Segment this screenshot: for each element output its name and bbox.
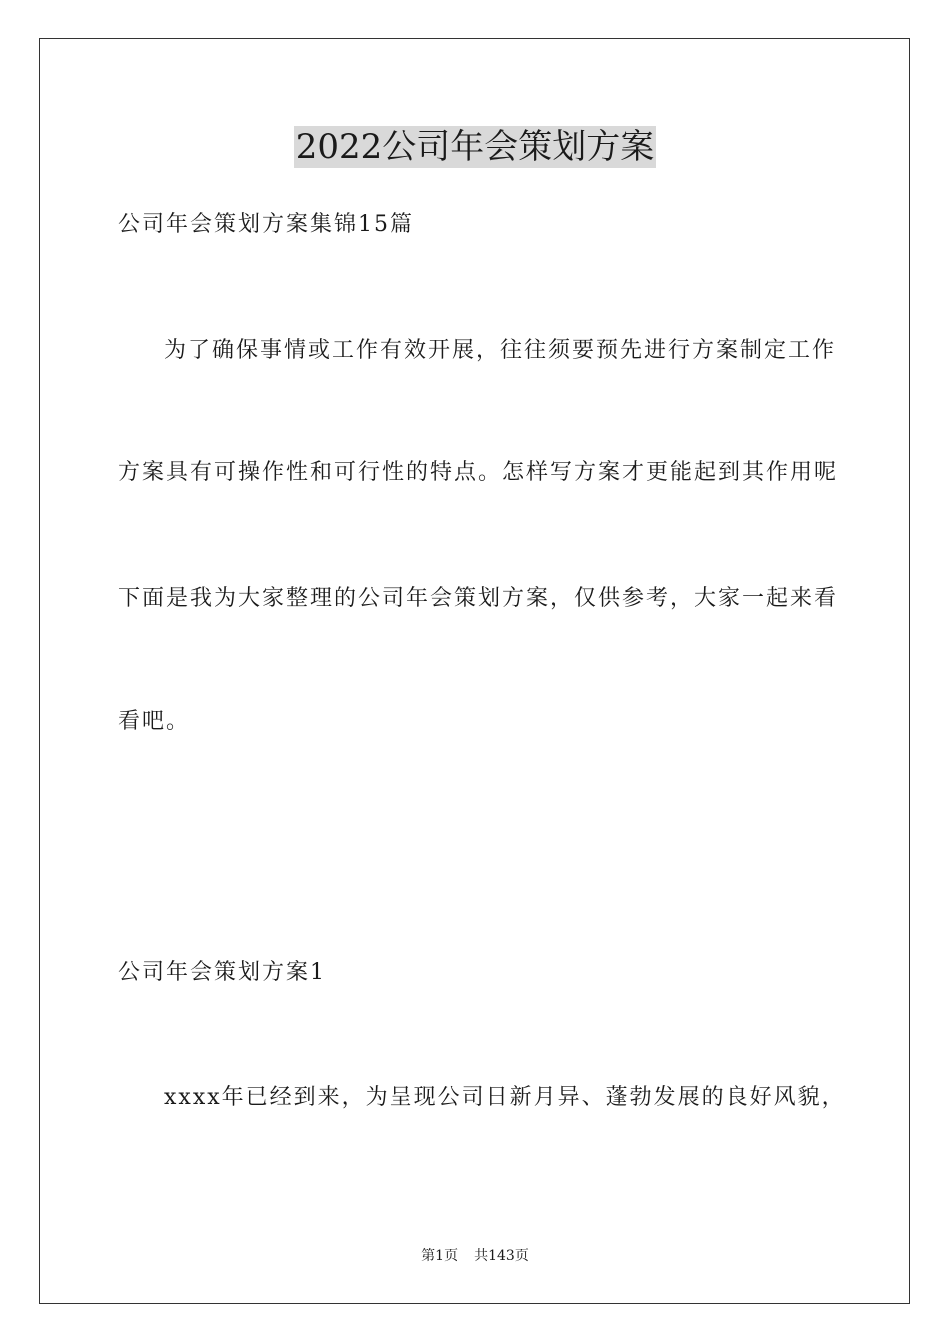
- page-total: 共143页: [474, 1248, 529, 1264]
- document-title: 2022公司年会策划方案: [295, 127, 655, 167]
- document-subtitle: 公司年会策划方案集锦15篇: [118, 212, 414, 237]
- section-line-1: xxxx年已经到来，为呈现公司日新月异、蓬勃发展的良好风貌，: [164, 1085, 846, 1110]
- page-footer: [0, 1246, 950, 1266]
- intro-line-2: 方案具有可操作性和可行性的特点。怎样写方案才更能起到其作用呢: [118, 460, 839, 485]
- intro-line-1: 为了确保事情或工作有效开展，往往须要预先进行方案制定工作: [164, 338, 837, 363]
- intro-line-4: 看吧。: [118, 709, 191, 734]
- title-container: [0, 126, 950, 168]
- section-heading: 公司年会策划方案1: [118, 960, 326, 985]
- page-number: 第1页: [421, 1248, 459, 1264]
- intro-line-3: 下面是我为大家整理的公司年会策划方案，仅供参考，大家一起来看: [118, 586, 839, 611]
